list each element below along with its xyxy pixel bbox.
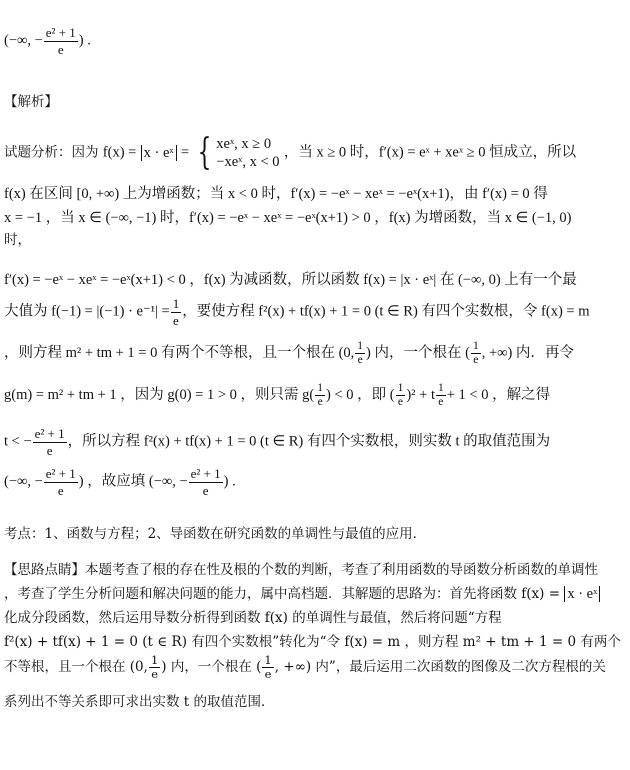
line10-fraction-1 [315,382,325,409]
analysis-line-8 [4,382,550,409]
line10-part-b: ) < 0 ，即 ( [326,386,395,403]
silu-line-4: f²(x) + tf(x) + 1 = 0 (t ∈ R) 有四个实数根”转化为“令 f(x) = m ，则方程 m² + tm + 1 = 0 有两个 [4,634,621,650]
case-2: −xeˣ, x < 0 [216,154,280,170]
answer-prefix: (−∞, − [4,32,43,49]
line9-f2-num: 1 [472,340,479,352]
line10-f2-den: e [397,396,404,408]
analysis-line-5: f′(x) = −eˣ − xeˣ = −eˣ(x+1) < 0 ，f(x) 为减函数，所以函数 f(x) = |x · eˣ| 在 (−∞, 0) 上有一个最 [4,272,577,288]
analysis-line-4: 时， [4,232,31,248]
silu-line-6: 系列出不等关系即可求出实数 t 的取值范围． [4,694,275,710]
line10-part-c: )² + t [406,386,435,403]
line10-fraction-2 [396,382,406,409]
silu-line-1: 【思路点睛】本题考查了根的存在性及根的个数的判断，考查了利用函数的导函数分析函数的单调性 [4,562,598,578]
silu-line-5-part-c: , +∞) 内”，最后运用二次函数的图像及二次方程根的关 [274,659,606,675]
line10-f3-num: 1 [437,382,444,394]
line9-fraction-2 [471,340,481,367]
line12-fraction-2 [189,466,223,498]
analysis-prefix: 试题分析：因为 [4,144,99,161]
line12-part-b: ) ，故应填 (−∞, − [78,473,188,490]
analysis-line-3: x = −1 ，当 x ∈ (−∞, −1) 时，f′(x) = −eˣ − xeˣ = −eˣ(x+1) > 0 ，f(x) 为增函数，当 x ∈ (−1, 0) [4,210,572,226]
line8-part-b: ，要使方程 f²(x) + tf(x) + 1 = 0 (t ∈ R) 有四个实数根，令 f(x) = m [182,303,590,320]
case-rows [216,135,279,171]
line10-f2-num: 1 [397,382,404,394]
answer-numerator: e² + 1 [45,25,76,40]
line8-frac-den: e [173,313,179,328]
line10-fraction-3 [436,382,446,409]
analysis-line-6 [4,296,590,328]
line11-frac-den: e [46,443,53,458]
fx-expression: f(x) = [102,144,137,161]
line11-fraction [33,426,67,458]
answer-suffix: ) . [78,32,91,49]
line12-part-c: ) . [223,473,236,490]
piecewise-cases [193,132,280,173]
line12-f2-num: e² + 1 [190,466,221,481]
case-1: xeˣ, x ≥ 0 [216,136,272,152]
line12-part-a: (−∞, − [4,473,43,490]
line10-part-d: + 1 < 0 ，解之得 [446,386,551,403]
line9-f2-den: e [473,354,479,366]
silu-f2-den: e [264,667,272,681]
answer-line [4,25,91,57]
silu-line-5-part-b: ) 内，一个根在 ( [161,659,262,675]
brace-glyph: { [197,132,212,173]
line9-f1-num: 1 [357,340,364,352]
answer-denominator: e [57,42,64,57]
silu-f1-den: e [151,667,159,681]
line9-fraction-1 [355,340,365,367]
silu-abs-expression: x · eˣ [564,586,600,602]
line10-f1-den: e [317,396,323,408]
answer-fraction [44,25,78,57]
silu-line-3: 化成分段函数，然后运用导数分析得到函数 f(x) 的单调性与最值，然后将问题“方程 [4,610,502,626]
section-header-jiexi: 【解析】 [4,94,58,110]
line9-part-c: , +∞) 内．再令 [481,344,574,361]
line11-part-a: t < − [4,433,32,450]
kaodian-line: 考点：1、函数与方程；2、导函数在研究函数的单调性与最值的应用． [4,526,427,542]
silu-fraction-2 [262,654,273,681]
silu-line-5 [4,654,606,681]
line9-f1-den: e [357,354,363,366]
silu-f1-num: 1 [150,653,159,667]
line10-f1-num: 1 [317,382,323,394]
line8-fraction [171,296,182,328]
line12-fraction-1 [44,466,78,498]
line9-part-b: ) 内，一个根在 ( [366,344,470,361]
analysis-line-1-rest: ，当 x ≥ 0 时，f′(x) = eˣ + xeˣ ≥ 0 恒成立，所以 [283,144,577,161]
line12-f1-num: e² + 1 [45,466,76,481]
line10-part-a: g(m) = m² + tm + 1 ，因为 g(0) = 1 > 0 ，则只需 g( [4,386,315,403]
silu-f2-num: 1 [264,653,272,667]
equals-sign: = [180,144,190,161]
analysis-line-2: f(x) 在区间 [0, +∞) 上为增函数；当 x < 0 时，f′(x) = −eˣ − xeˣ = −eˣ(x+1)，由 f′(x) = 0 得 [4,186,548,202]
line10-f3-den: e [438,396,444,408]
line11-frac-num: e² + 1 [34,426,65,441]
line12-f1-den: e [57,483,64,498]
silu-line-2 [4,582,600,603]
silu-line-5-part-a: 不等根，且一个根在 (0, [4,659,148,675]
line8-frac-num: 1 [172,296,180,311]
line11-part-b: ，所以方程 f²(x) + tf(x) + 1 = 0 (t ∈ R) 有四个实数根，则实数 t 的取值范围为 [67,433,551,450]
analysis-line-1 [4,132,577,173]
abs-expression: x · eˣ [141,145,177,161]
analysis-line-9 [4,426,550,458]
silu-fraction-1 [149,654,160,681]
analysis-line-7 [4,340,574,367]
line8-part-a: 大值为 f(−1) = |(−1) · e⁻¹| = [4,303,170,320]
silu-line-2-text: ，考查了学生分析问题和解决问题的能力，属中高档题．其解题的思路为：首先将函数 f(x) = [4,586,561,602]
line9-part-a: ，则方程 m² + tm + 1 = 0 有两个不等根，且一个根在 (0, [4,344,355,361]
line12-f2-den: e [202,483,209,498]
analysis-line-10 [4,466,236,498]
